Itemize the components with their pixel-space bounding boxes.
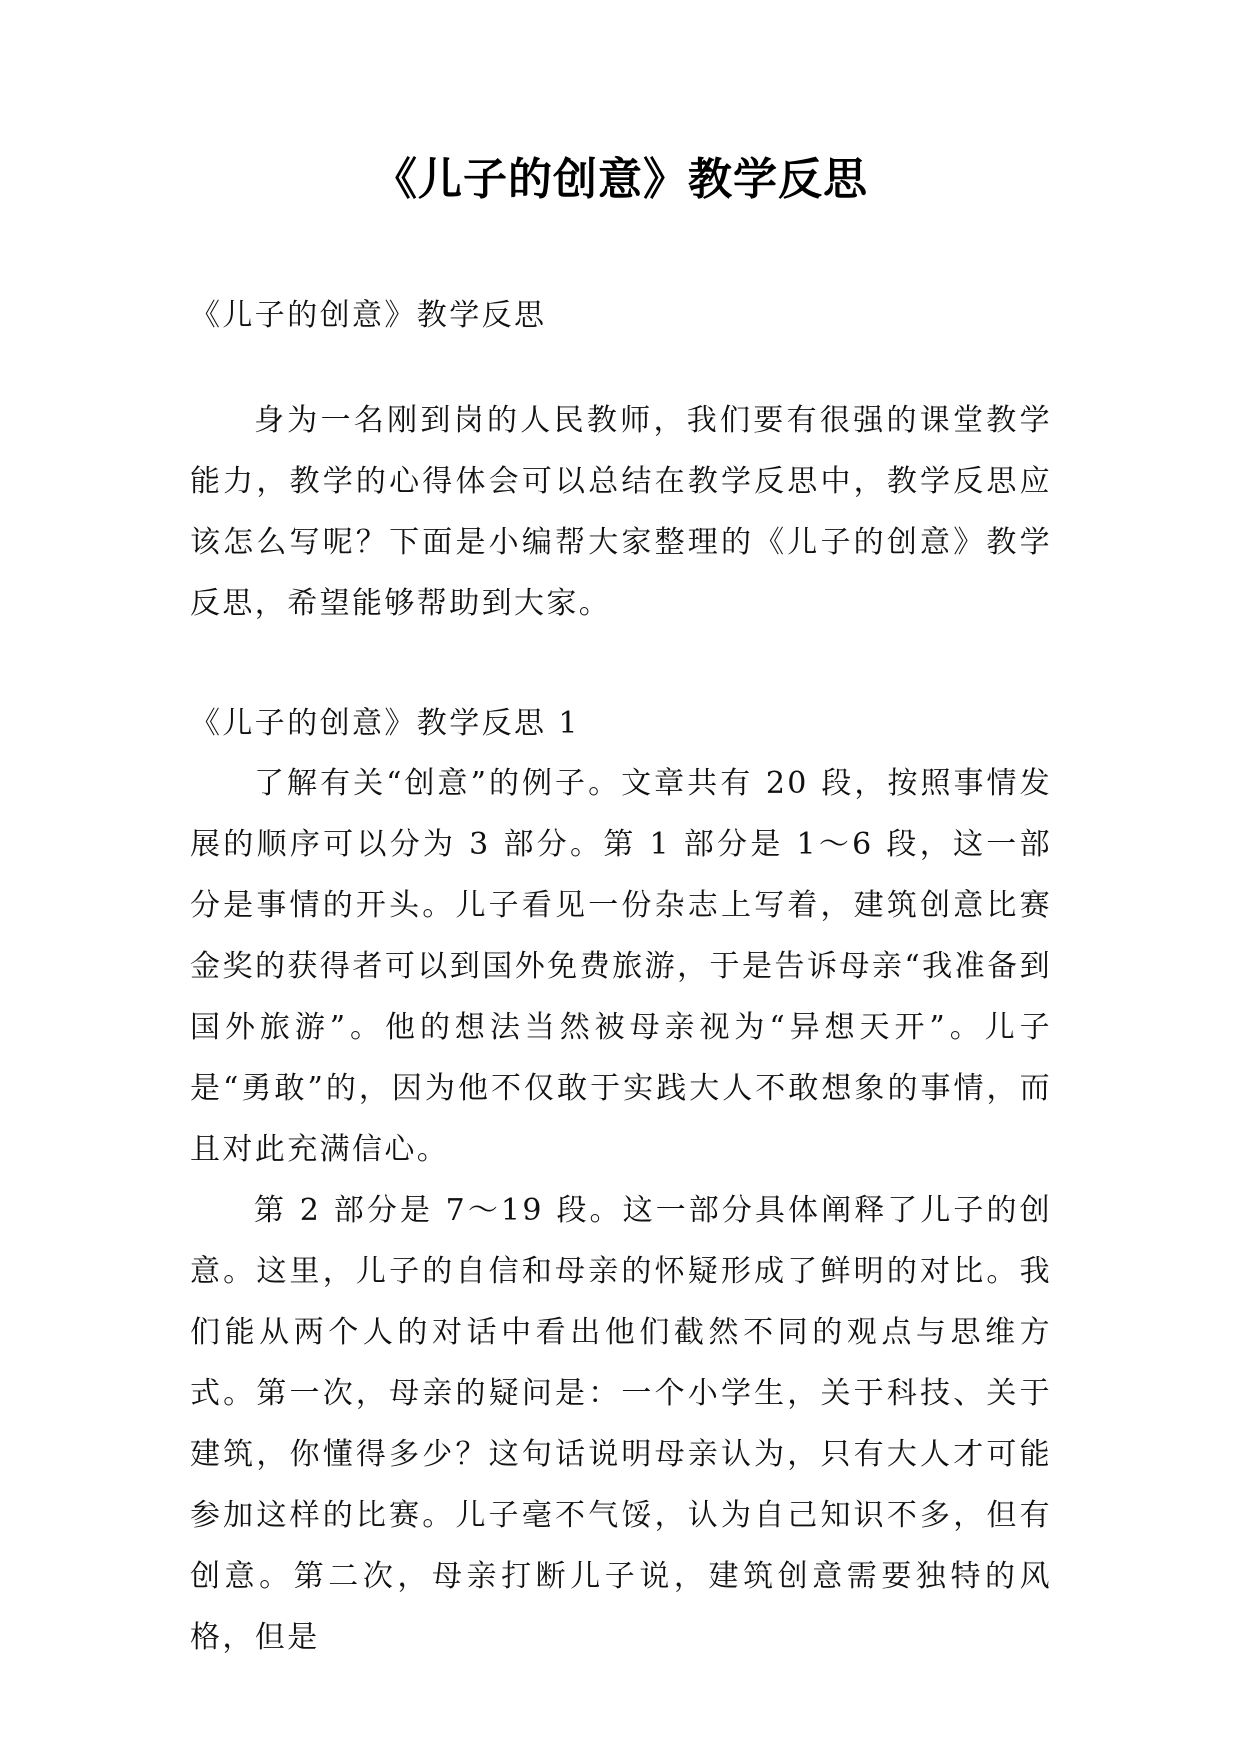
document-title: 《儿子的创意》教学反思: [373, 154, 868, 205]
document-subtitle: 《儿子的创意》教学反思: [190, 298, 547, 333]
intro-paragraph: 身为一名刚到岗的人民教师，我们要有很强的课堂教学能力，教学的心得体会可以总结在教学反思中，教学反思应该怎么写呢？下面是小编帮大家整理的《儿子的创意》教学反思，希望能够帮助到大家。: [190, 403, 1052, 621]
section-heading: 《儿子的创意》教学反思 1: [190, 706, 580, 741]
body-paragraph: 第 2 部分是 7～19 段。这一部分具体阐释了儿子的创意。这里，儿子的自信和母亲的怀疑形成了鲜明的对比。我们能从两个人的对话中看出他们截然不同的观点与思维方式。第一次，母亲的疑问是：一个小学生，关于科技、关于建筑，你懂得多少？这句话说明母亲认为，只有大人才可能参加这样的比赛。儿子毫不气馁，认为自己知识不多，但有创意。第二次，母亲打断儿子说，建筑创意需要独特的风格，但是: [190, 1193, 1052, 1655]
section-body: [190, 753, 1052, 1668]
body-paragraph: 了解有关“创意”的例子。文章共有 20 段，按照事情发展的顺序可以分为 3 部分。第 1 部分是 1～6 段，这一部分是事情的开头。儿子看见一份杂志上写着，建筑创意比赛金奖的获得者可以到国外免费旅游，于是告诉母亲“我准备到国外旅游”。他的想法当然被母亲视为“异想天开”。儿子是“勇敢”的，因为他不仅敢于实践大人不敢想象的事情，而且对此充满信心。: [190, 766, 1052, 1167]
